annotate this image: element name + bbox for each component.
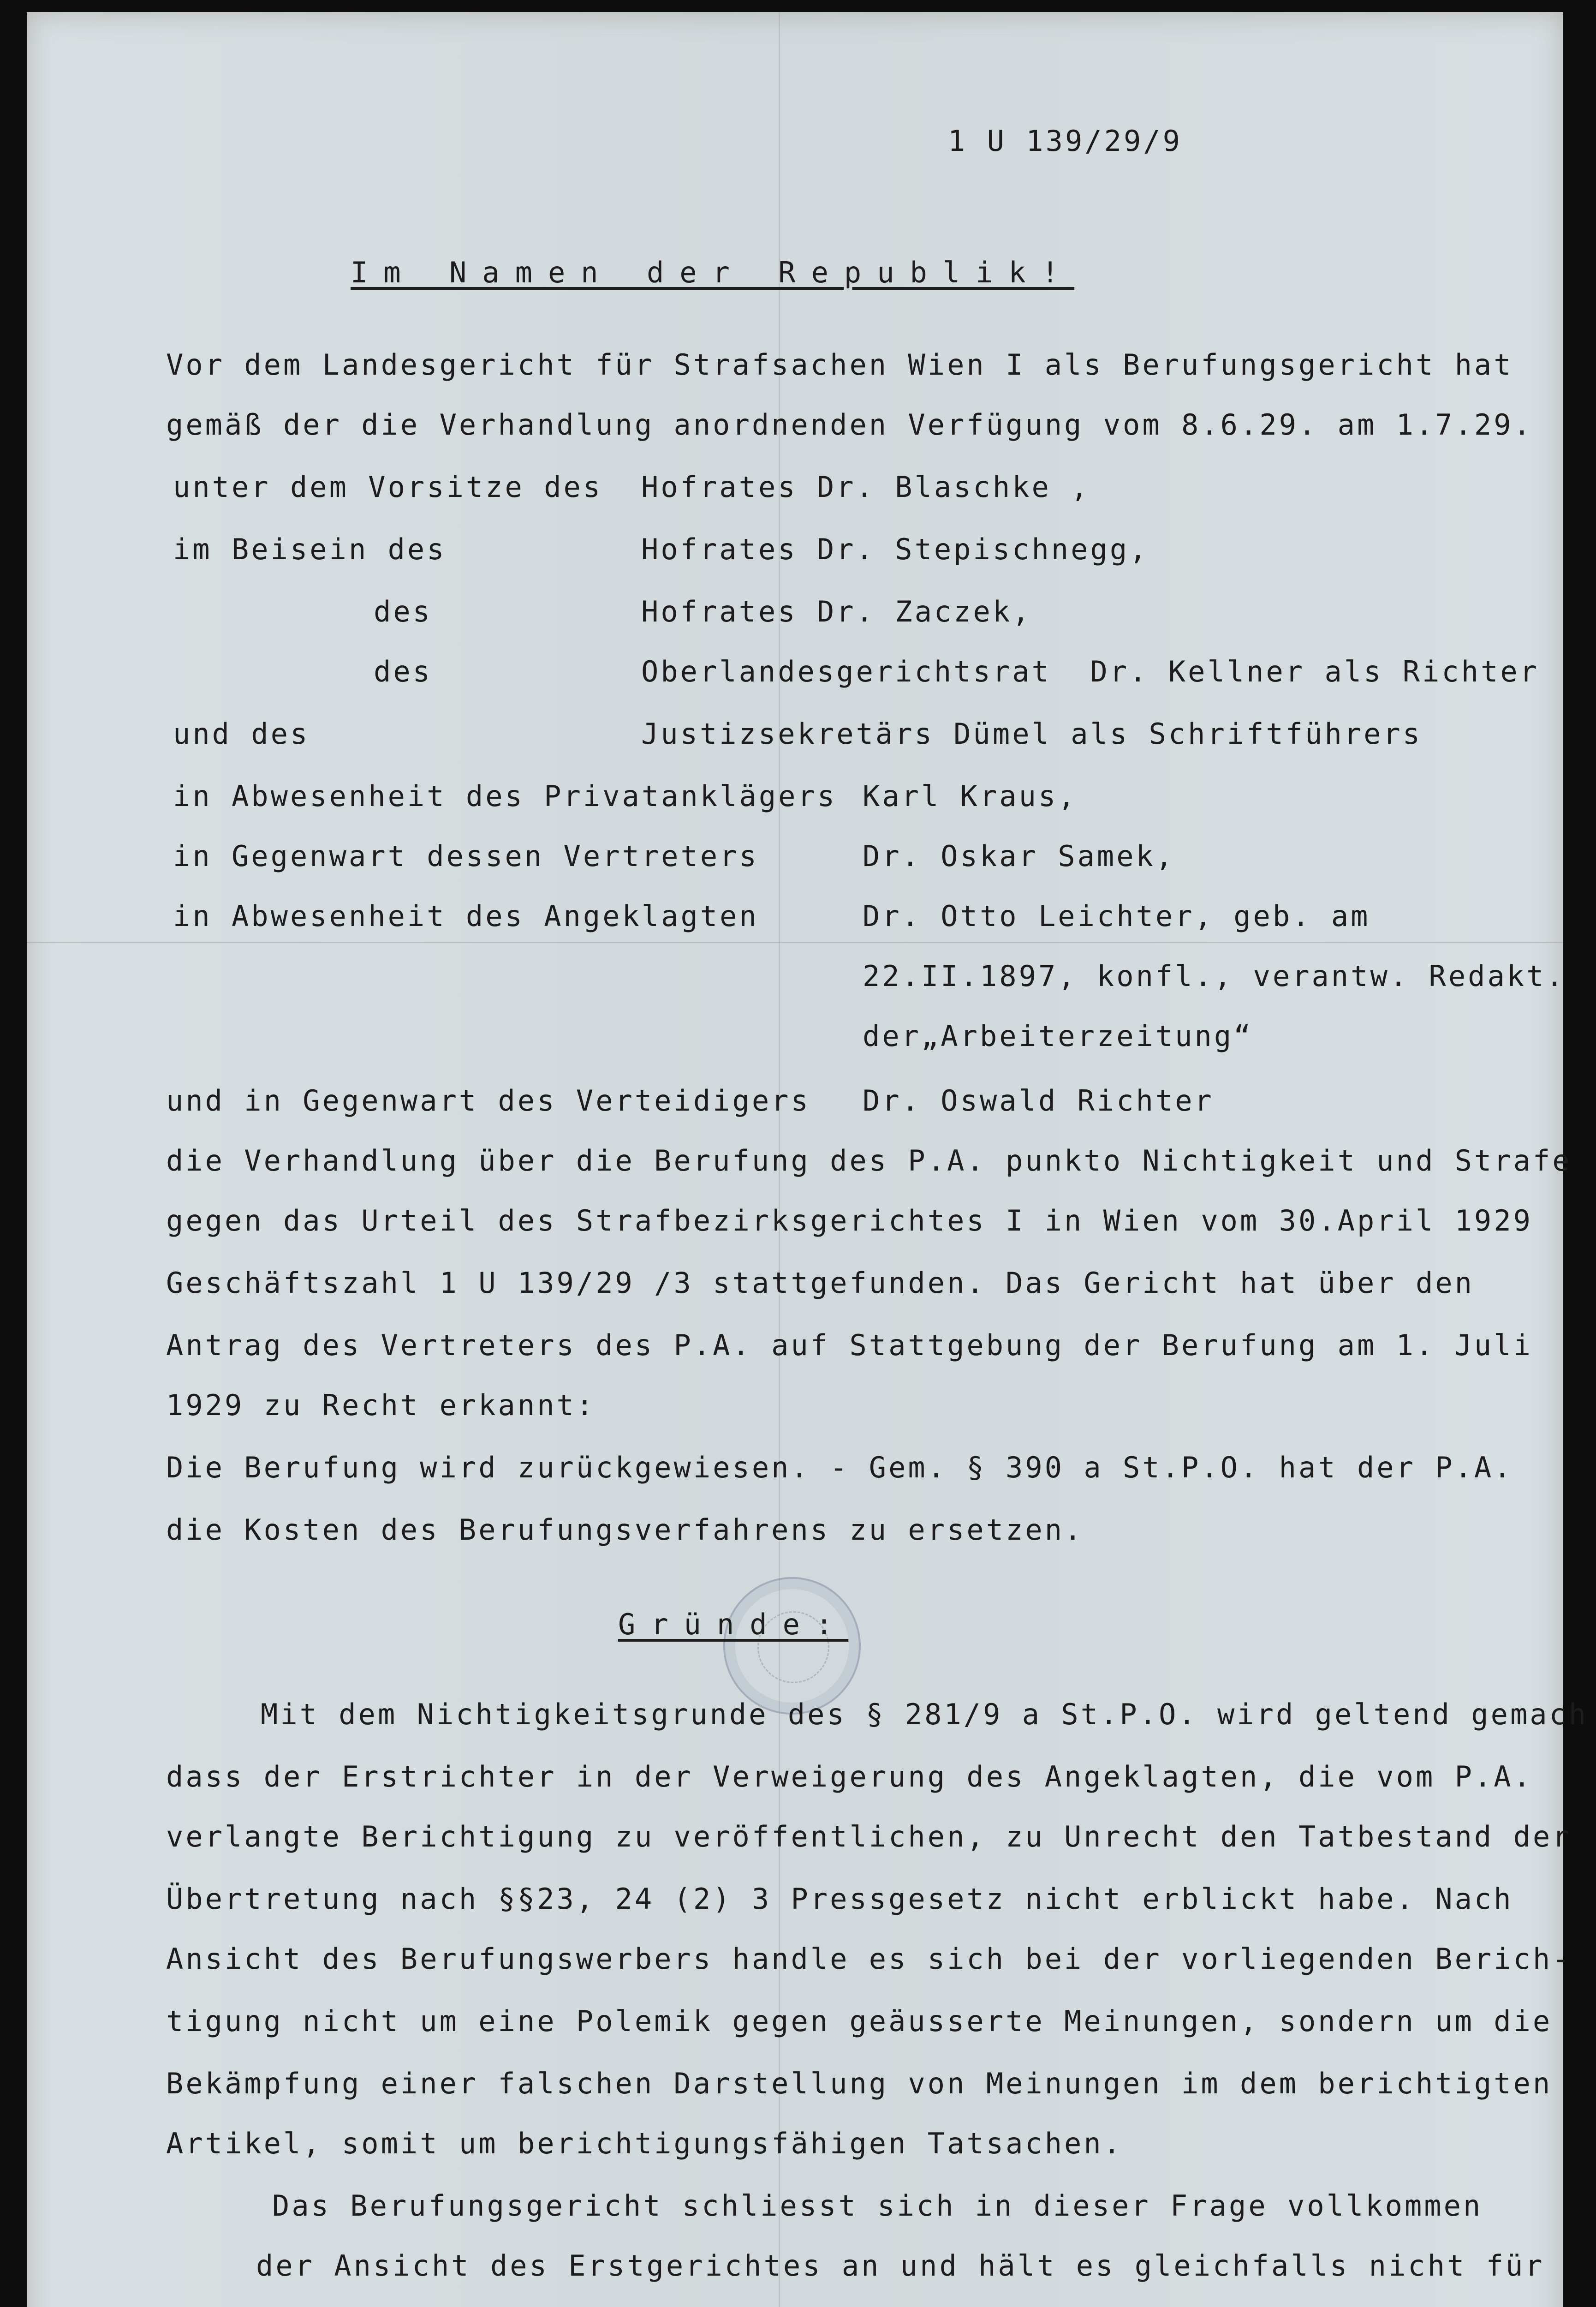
participant-name: Dr. Oskar Samek, <box>863 839 1175 873</box>
paper-fold <box>27 942 1563 943</box>
text-line: die Kosten des Berufungsverfahrens zu ersetzen. <box>166 1513 1084 1547</box>
text-line: tigung nicht um eine Polemik gegen geäusserte Meinungen, sondern um die <box>166 2004 1553 2038</box>
participant-role: in Gegenwart dessen Vertreters <box>173 839 759 873</box>
participant-name: Hofrates Dr. Stepischnegg, <box>641 532 1149 566</box>
participant-role: in Abwesenheit des Angeklagten <box>173 899 759 933</box>
text-line: dass der Erstrichter in der Verweigerung des Angeklagten, die vom P.A. <box>166 1760 1533 1793</box>
participant-role: und des <box>173 717 310 751</box>
participant-role: und in Gegenwart des Verteidigers <box>166 1084 810 1118</box>
participant-role: unter dem Vorsitze des <box>173 470 603 504</box>
text-line: verlangte Berichtigung zu veröffentlichen, zu Unrecht den Tatbestand der <box>166 1820 1572 1853</box>
participant-name: Hofrates Dr. Blaschke , <box>641 470 1090 504</box>
participant-role: des <box>374 655 432 688</box>
text-line: Vor dem Landesgericht für Strafsachen Wien I als Berufungsgericht hat <box>166 348 1513 382</box>
text-line: Geschäftszahl 1 U 139/29 /3 stattgefunden. Das Gericht hat über den <box>166 1266 1474 1300</box>
text-line: 1929 zu Recht erkannt: <box>166 1388 596 1422</box>
participant-name: Oberlandesgerichtsrat Dr. Kellner als Richter <box>641 655 1540 688</box>
text-line: Mit dem Nichtigkeitsgrunde des § 281/9 a St.P.O. wird geltend gemach <box>261 1697 1589 1731</box>
file-number: 1 U 139/29/9 <box>948 124 1182 158</box>
text-line: Übertretung nach §§23, 24 (2) 3 Pressgesetz nicht erblickt habe. Nach <box>166 1882 1513 1916</box>
text-line: gemäß der die Verhandlung anordnenden Verfügung vom 8.6.29. am 1.7.29. <box>166 408 1533 442</box>
participant-role: im Beisein des <box>173 532 447 566</box>
participant-name: Dr. Otto Leichter, geb. am <box>863 899 1370 933</box>
heading: Im Namen der Republik! <box>351 256 1075 289</box>
text-line: Ansicht des Berufungswerbers handle es sich bei der vorliegenden Berich- <box>166 1942 1572 1976</box>
participant-name: Dr. Oswald Richter <box>863 1084 1214 1118</box>
participant-name: der„Arbeiterzeitung“ <box>863 1019 1253 1053</box>
text-line: Artikel, somit um berichtigungsfähigen Tatsachen. <box>166 2127 1123 2160</box>
section-heading: Gründe: <box>618 1608 849 1641</box>
court-stamp <box>723 1577 861 1715</box>
participant-role: in Abwesenheit des Privatanklägers <box>173 779 837 813</box>
participant-name: Justizsekretärs Dümel als Schriftführers <box>641 717 1423 751</box>
text-line: der Ansicht des Erstgerichtes an und hält es gleichfalls nicht für <box>256 2249 1545 2283</box>
participant-name: 22.II.1897, konfl., verantw. Redakt. <box>863 959 1566 993</box>
text-line: Antrag des Vertreters des P.A. auf Stattgebung der Berufung am 1. Juli <box>166 1328 1533 1362</box>
participant-role: des <box>374 595 432 628</box>
text-line: Bekämpfung einer falschen Darstellung von Meinungen im dem berichtigten <box>166 2067 1553 2100</box>
text-line: Das Berufungsgericht schliesst sich in dieser Frage vollkommen <box>272 2189 1483 2223</box>
text-line: die Verhandlung über die Berufung des P.A. punkto Nichtigkeit und Strafe <box>166 1144 1572 1177</box>
text-line: Die Berufung wird zurückgewiesen. - Gem. § 390 a St.P.O. hat der P.A. <box>166 1451 1513 1484</box>
participant-name: Hofrates Dr. Zaczek, <box>641 595 1032 628</box>
participant-name: Karl Kraus, <box>863 779 1078 813</box>
text-line: gegen das Urteil des Strafbezirksgerichtes I in Wien vom 30.April 1929 <box>166 1204 1533 1237</box>
